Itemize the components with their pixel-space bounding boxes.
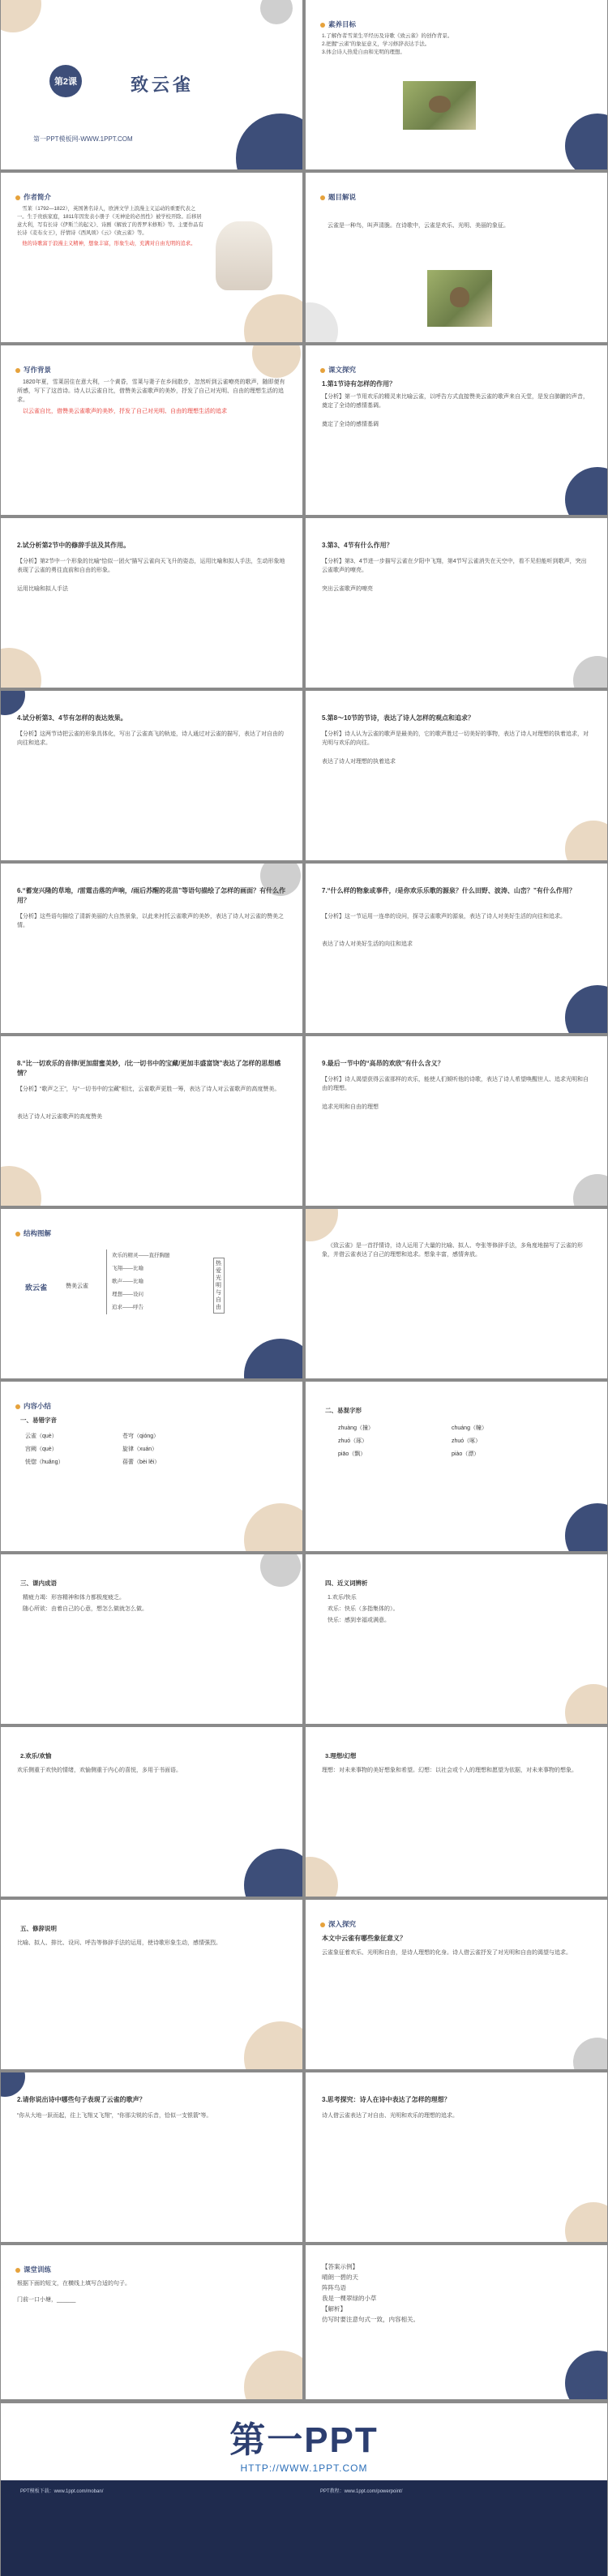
slide-structure[interactable] <box>1 1209 302 1378</box>
slide-q4[interactable] <box>1 691 302 860</box>
objective-item: 3.体会诗人热爱自由和光明的理想。 <box>322 49 405 55</box>
section-sub: 2.欢乐/欢愉 <box>20 1752 52 1759</box>
deco-circle <box>573 1174 607 1206</box>
deco-circle <box>565 821 607 860</box>
answer: “你从大地一跃而起，往上飞翔又飞翔”，“你那尖锐的乐音，恰似一支银箭”等。 <box>17 2113 212 2119</box>
structure-left: 赞美云雀 <box>66 1284 88 1289</box>
pinyin-item: 旋律（xuán） <box>122 1447 158 1452</box>
footer-col-1[interactable]: PPT模板下载：www.1ppt.com/moban/ <box>20 2489 104 2494</box>
slide-author[interactable] <box>1 173 302 342</box>
answer: 【分析】诗人认为云雀的歌声是最美的，它的歌声胜过一切美好的事物，表达了诗人对理想的执着追求，对光明与欢乐的向往。 <box>322 731 589 746</box>
deco-circle <box>236 114 302 169</box>
slide-title: 题目解说 <box>320 192 356 202</box>
slide-title: 作者简介 <box>15 192 51 202</box>
structure-row: 飞翔——比喻 <box>112 1266 143 1271</box>
structure-right: 热爱光明与自由 <box>213 1258 225 1314</box>
deco-circle <box>306 1857 338 1897</box>
answer-highlight: 突出云雀歌声的嘹亮 <box>322 586 373 592</box>
title-explain-text: 云雀是一种鸟，叫声清脆。在诗歌中，云雀是欢乐、光明、美丽的象征。 <box>328 223 509 229</box>
answer: 诗人借云雀表达了对自由、光明和欢乐的理想的追求。 <box>322 2113 458 2119</box>
slide-title: 结构图解 <box>15 1228 51 1238</box>
section-sub: 四、近义词辨析 <box>325 1579 368 1587</box>
char-item: zhuó（琢） <box>338 1438 368 1444</box>
answer: 【分析】这些语句描绘了清新美丽的大自然景象，以此来衬托云雀歌声的美妙，表达了诗人对云雀的赞美之情。 <box>17 914 284 928</box>
lesson-badge: 第2课 <box>49 65 82 97</box>
deco-circle <box>244 2021 302 2069</box>
pinyin-item: 蓓蕾（bèi lěi） <box>122 1459 161 1465</box>
deco-circle <box>244 1339 302 1378</box>
deco-circle <box>565 985 607 1033</box>
cover-subtitle: 第一PPT模板网-WWW.1PPT.COM <box>33 135 133 143</box>
question: 本文中云雀有哪些象征意义？ <box>322 1935 406 1942</box>
char-item: zhuó（啄） <box>452 1438 482 1444</box>
char-item: zhuàng（撞） <box>338 1425 374 1431</box>
slide-background[interactable] <box>1 345 302 515</box>
deco-circle <box>565 114 607 169</box>
structure-row: 歌声——比喻 <box>112 1279 143 1284</box>
answer-item: 【解析】 <box>322 2305 346 2312</box>
slide-title: 内容小结 <box>15 1401 51 1411</box>
footer-url[interactable]: HTTP://WWW.1PPT.COM <box>240 2462 368 2474</box>
features-text: 《致云雀》是一首抒情诗，诗人运用了大量的比喻、拟人、夸张等修辞手法，多角度地描写了云雀的形象，并借云雀表达了自己的理想和追求。想象丰富，感情奔放。 <box>322 1243 583 1258</box>
slide-features[interactable] <box>306 1209 607 1378</box>
slide-q3[interactable] <box>306 518 607 688</box>
deco-circle <box>1 691 25 715</box>
answer-heading: 【答案示例】 <box>322 2263 358 2270</box>
structure-row: 欢乐的精灵——直抒胸臆 <box>112 1253 170 1258</box>
skylark-photo <box>427 270 492 327</box>
answer: 【分析】第3、4节进一步描写云雀在夕阳中飞翔，第4节写云雀消失在天空中，看不见但能听到歌声，突出云雀歌声的嘹亮。 <box>322 559 587 573</box>
pinyin-item: 宫阙（què） <box>25 1447 58 1452</box>
question: 8.“比一切欢乐的音律/更加甜蜜美妙，/比一切书中的宝藏/更加丰盛富饶”表达了怎样的思想感情？ <box>17 1060 281 1077</box>
answer: 理想：对未来事物的美好想象和希望。幻想：以社会或个人的理想和愿望为依据，对未来事物的想象。 <box>322 1768 577 1773</box>
shelley-portrait <box>216 221 272 290</box>
slide-summary-2[interactable] <box>306 1382 607 1551</box>
answer: 【分析】这一节运用一连串的设问，探寻云雀歌声的源泉，表达了诗人对美好生活的向往和追求。 <box>322 914 566 919</box>
practice-blank[interactable]: 门前一口小塘，______ <box>17 2297 76 2303</box>
slide-q9[interactable] <box>306 1036 607 1206</box>
footer-banner <box>1 2403 607 2576</box>
deco-circle <box>1 2072 25 2097</box>
answer-item: 阵阵鸟语 <box>322 2284 346 2291</box>
structure-center: 致云雀 <box>25 1284 48 1292</box>
background-text: 1820年夏，雪莱居住在意大利，一个黄昏，雪莱与妻子在乡间散步，忽然听到云雀嘹亮的歌声，随即便有所感，写下了这首诗。诗人以云雀自比，借赞美云雀歌声的美妙，抒发了自己对光明、自由的理想生活的追求。 <box>17 379 285 403</box>
slide-idioms[interactable] <box>1 1554 302 1724</box>
slide-practice[interactable] <box>1 2245 302 2399</box>
slide-title-explain[interactable] <box>306 173 607 342</box>
slide-cover[interactable] <box>1 0 302 169</box>
section-sub: 五、修辞说明 <box>20 1925 57 1932</box>
deco-circle <box>565 467 607 515</box>
section-sub: 三、课内成语 <box>20 1579 57 1587</box>
deco-circle <box>1 0 41 32</box>
question: 3.第3、4节有什么作用？ <box>322 542 393 549</box>
objective-item: 2.把握“云雀”的象征意义，学习修辞表达手法。 <box>322 41 430 47</box>
synonym-item: 欢乐：快乐（多指集体的）。 <box>328 1606 399 1612</box>
deco-circle <box>573 2038 607 2069</box>
answer: 【分析】第一节用欢乐的精灵来比喻云雀，以呼告方式直接赞美云雀的歌声来自天堂，是发自肺腑的声音，奠定了全诗的感情基调。 <box>322 394 589 409</box>
background-highlight: 以云雀自比，借赞美云雀歌声的美妙，抒发了自己对光明、自由的理想生活的追求 <box>23 409 227 414</box>
slide-q7[interactable] <box>306 864 607 1033</box>
slide-q-song[interactable] <box>1 2072 302 2242</box>
author-text: 雪莱（1792—1822），英国著名诗人，欧洲文学上浪漫主义运动的重要代表之一。生于贵族家庭，1811年因发表小册子《无神论的必然性》被学校开除。后移居意大利，写有长诗《伊斯兰的起义》、诗剧《解放了的普罗米修斯》等。主要作品有长诗《麦布女王》，抒情诗《西风颂》《云》《致云雀》等。 <box>17 206 203 236</box>
question: 4.试分析第3、4节有怎样的表达效果。 <box>17 714 127 722</box>
answer-highlight: 表达了诗人对云雀歌声的高度赞美 <box>17 1114 102 1120</box>
deco-circle <box>565 1503 607 1551</box>
author-highlight: 他的诗歌富于浪漫主义精神，想象丰富，形象生动，充满对自由光明的追求。 <box>22 241 196 246</box>
question: 2.试分析第2节中的修辞手法及其作用。 <box>17 542 131 549</box>
section-sub: 二、易混字形 <box>325 1407 362 1414</box>
deco-circle <box>306 1209 338 1241</box>
footer-logo: 第一PPT <box>229 2420 379 2460</box>
deco-circle <box>306 302 338 342</box>
answer-highlight: 运用比喻和拟人手法 <box>17 586 68 592</box>
answer-highlight: 表达了诗人对美好生活的向往和追求 <box>322 941 413 947</box>
deco-circle <box>260 0 293 24</box>
deco-circle <box>573 656 607 688</box>
deco-circle <box>1 648 41 688</box>
answer-item: 我是一棵翠绿的小草 <box>322 2295 377 2302</box>
answer-highlight: 表达了诗人对理想的执着追求 <box>322 759 396 765</box>
slide-explore-1[interactable] <box>306 345 607 515</box>
objective-item: 1.了解作者雪莱生平经历及诗歌《致云雀》的创作背景。 <box>322 33 453 39</box>
answer: 【分析】这两节诗把云雀的形象具体化，写出了云雀高飞的轨迹，诗人通过对云雀的描写，表达了对自由的向往和追求。 <box>17 731 284 746</box>
slide-objectives[interactable] <box>306 0 607 169</box>
answer: 欢乐侧重于欢快的情绪，欢愉侧重于内心的喜悦，多用于书面语。 <box>17 1768 182 1773</box>
slide-title: 课堂训练 <box>15 2265 51 2274</box>
practice-text: 根据下面的短文，在横线上填写合适的句子。 <box>17 2281 131 2287</box>
question: 6.“蓄宠兴隆的草地，/雷霆击落的声响，/雨后苏醒的花苗”等语句描绘了怎样的画面？有什么作用？ <box>17 887 286 904</box>
pinyin-item: 云雀（què） <box>25 1434 58 1439</box>
slide-q2[interactable] <box>1 518 302 688</box>
lesson-title: 致云雀 <box>131 75 195 95</box>
skylark-photo <box>403 81 476 130</box>
deco-circle <box>244 1849 302 1897</box>
slide-q6[interactable] <box>1 864 302 1033</box>
footer-col-2[interactable]: PPT教程：www.1ppt.com/powerpoint/ <box>320 2489 403 2494</box>
answer: 【分析】第2节中一个形象的比喻“恰似一团火”描写云雀向天飞升的姿态，运用比喻和拟人手法，生动形象地表现了云雀的勇往直前和自由的形象。 <box>17 559 285 573</box>
idiom-item: 随心所欲：由着自己的心意，想怎么做就怎么做。 <box>23 1606 148 1612</box>
slide-title: 写作背景 <box>15 365 51 375</box>
answer-item: 仿写时要注意句式一致，内容相关。 <box>322 2316 419 2323</box>
deco-circle <box>565 2202 607 2242</box>
char-item: chuáng（幢） <box>452 1425 487 1431</box>
question: 7.“什么样的物象或事件，/是你欢乐乐歌的源泉？什么田野、波涛、山峦？”有什么作用？ <box>322 887 576 894</box>
slide-q8[interactable] <box>1 1036 302 1206</box>
deco-circle <box>244 2351 302 2399</box>
slide-title: 课文探究 <box>320 365 356 375</box>
slide-q-ideal[interactable] <box>306 2072 607 2242</box>
slide-synonyms-2[interactable] <box>1 1727 302 1897</box>
answer: 【分析】诗人渴望获得云雀那样的欢乐，能使人们倾听他的诗歌，表达了诗人希望唤醒世人、追求光明和自由的理想。 <box>322 1077 589 1091</box>
slide-title: 深入探究 <box>320 1919 356 1929</box>
slide-title: 素养目标 <box>320 19 356 29</box>
answer: 云雀象征着欢乐、光明和自由，是诗人理想的化身。诗人借云雀抒发了对光明和自由的渴望与追求。 <box>322 1950 572 1956</box>
question: 9.最后一节中的“高昂的欢欣”有什么含义？ <box>322 1060 444 1067</box>
char-item: piào（漂） <box>452 1451 480 1457</box>
synonym-item: 快乐：感到幸福或满意。 <box>328 1618 390 1623</box>
pinyin-item: 恍惚（huǎng） <box>25 1459 64 1465</box>
answer: 比喻、拟人、排比、设问、呼告等修辞手法的运用，使诗歌形象生动，感情强烈。 <box>17 1940 221 1946</box>
structure-row: 追求——呼告 <box>112 1305 143 1310</box>
answer: 【分析】“歌声之王”，与“一切书中的宝藏”相比，云雀歌声更胜一筹，表达了诗人对云雀歌声的高度赞美。 <box>17 1087 280 1092</box>
slide-explore-deep[interactable] <box>306 1900 607 2069</box>
slide-q5[interactable] <box>306 691 607 860</box>
slide-synonyms-1[interactable] <box>306 1554 607 1724</box>
deco-circle <box>244 1503 302 1551</box>
answer-item: 晴朗一碧的天 <box>322 2274 358 2281</box>
question: 5.第8～10节的节诗，表达了诗人怎样的观点和追求？ <box>322 714 475 722</box>
deco-circle <box>244 294 302 342</box>
idiom-item: 精疲力竭：形容精神和体力都极度疲乏。 <box>23 1595 125 1601</box>
slide-answer[interactable] <box>306 2245 607 2399</box>
slide-summary-1[interactable] <box>1 1382 302 1551</box>
section-sub: 3.理想/幻想 <box>325 1752 357 1759</box>
question: 1.第1节诗有怎样的作用？ <box>322 380 396 388</box>
section-sub: 一、易错字音 <box>20 1417 57 1424</box>
question: 2.请你说出诗中哪些句子表现了云雀的歌声？ <box>17 2096 146 2103</box>
deco-circle <box>1 1166 41 1206</box>
deco-circle <box>260 1554 301 1587</box>
deco-circle <box>565 1684 607 1724</box>
pinyin-item: 苍穹（qióng） <box>122 1434 160 1439</box>
structure-row: 理想——设问 <box>112 1292 143 1297</box>
answer-highlight: 追求光明和自由的理想 <box>322 1104 379 1110</box>
char-item: piāo（飘） <box>338 1451 366 1457</box>
slide-rhetoric[interactable] <box>1 1900 302 2069</box>
deco-circle <box>252 345 301 378</box>
deco-circle <box>565 2351 607 2399</box>
structure-rows <box>106 1249 170 1314</box>
synonym-item: 1.欢乐/快乐 <box>328 1595 357 1601</box>
answer-highlight: 奠定了全诗的感情基调 <box>322 422 379 427</box>
question: 3.思考探究：诗人在诗中表达了怎样的理想？ <box>322 2096 451 2103</box>
slide-synonyms-3[interactable] <box>306 1727 607 1897</box>
